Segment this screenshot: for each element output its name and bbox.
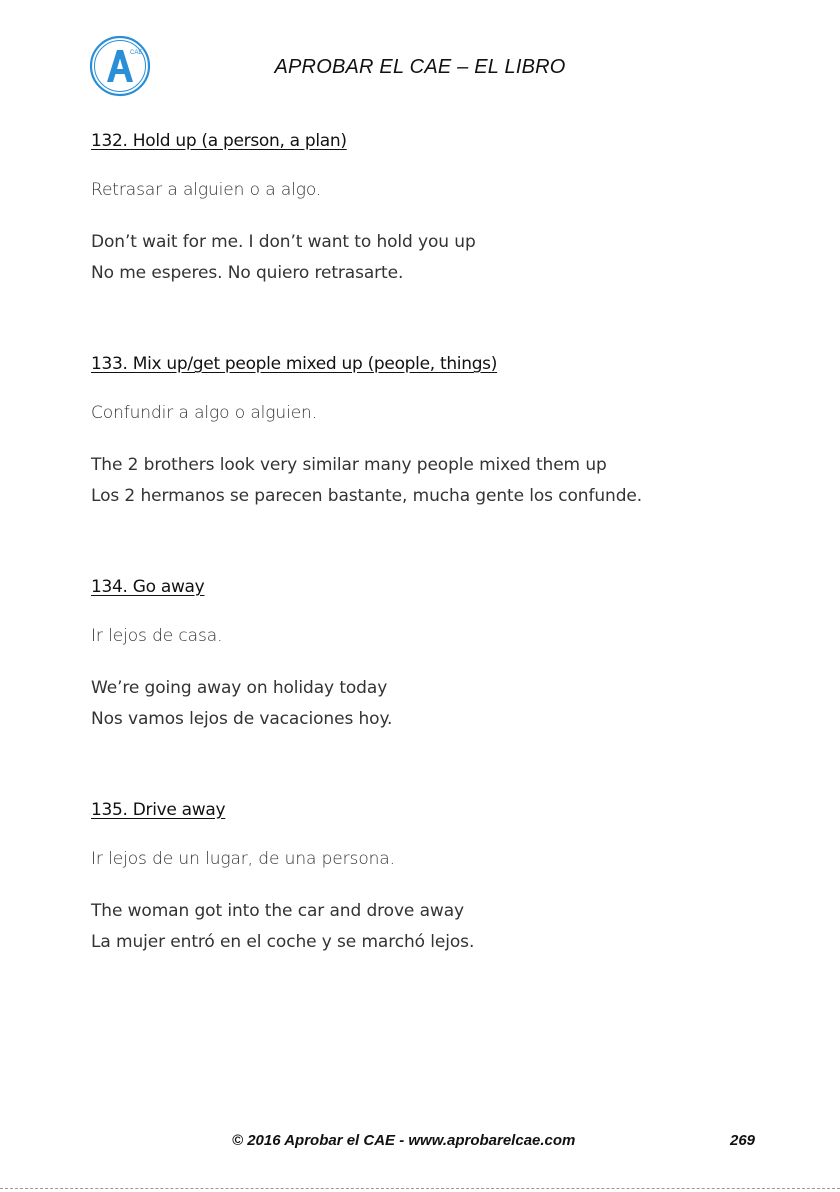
entry-example-english: The 2 brothers look very similar many people mixed them up [91, 455, 607, 475]
entry-example-english: Don’t wait for me. I don’t want to hold you up [91, 232, 476, 252]
entry-132 [91, 128, 791, 289]
header-title: APROBAR EL CAE – EL LIBRO [274, 56, 566, 78]
phrasal-verbs-list [91, 128, 791, 1020]
entry-example-spanish: Nos vamos lejos de vacaciones hoy. [91, 709, 393, 729]
entry-definition: Ir lejos de un lugar, de una persona. [91, 849, 395, 869]
entry-title: 135. Drive away [91, 800, 226, 820]
page-number: 269 [730, 1132, 756, 1149]
entry-title: 132. Hold up (a person, a plan) [91, 131, 347, 151]
entry-definition: Ir lejos de casa. [91, 626, 223, 646]
entry-133 [91, 351, 791, 512]
footer-copyright: © 2016 Aprobar el CAE - www.aprobarelcae.com [232, 1132, 576, 1149]
entry-title: 134. Go away [91, 577, 205, 597]
entry-definition: Retrasar a alguien o a algo. [91, 180, 322, 200]
entry-example-spanish: La mujer entró en el coche y se marchó lejos. [91, 932, 475, 952]
entry-title: 133. Mix up/get people mixed up (people, things) [91, 354, 498, 374]
entry-example-english: We’re going away on holiday today [91, 678, 388, 698]
entry-example-spanish: No me esperes. No quiero retrasarte. [91, 263, 404, 283]
entry-134 [91, 574, 791, 735]
footer-divider [0, 1188, 840, 1189]
entry-example-spanish: Los 2 hermanos se parecen bastante, mucha gente los confunde. [91, 486, 643, 506]
logo-small-text: CAE [130, 50, 143, 56]
entry-definition: Confundir a algo o alguien. [91, 403, 318, 423]
entry-example-english: The woman got into the car and drove away [91, 901, 464, 921]
entry-135 [91, 797, 791, 958]
